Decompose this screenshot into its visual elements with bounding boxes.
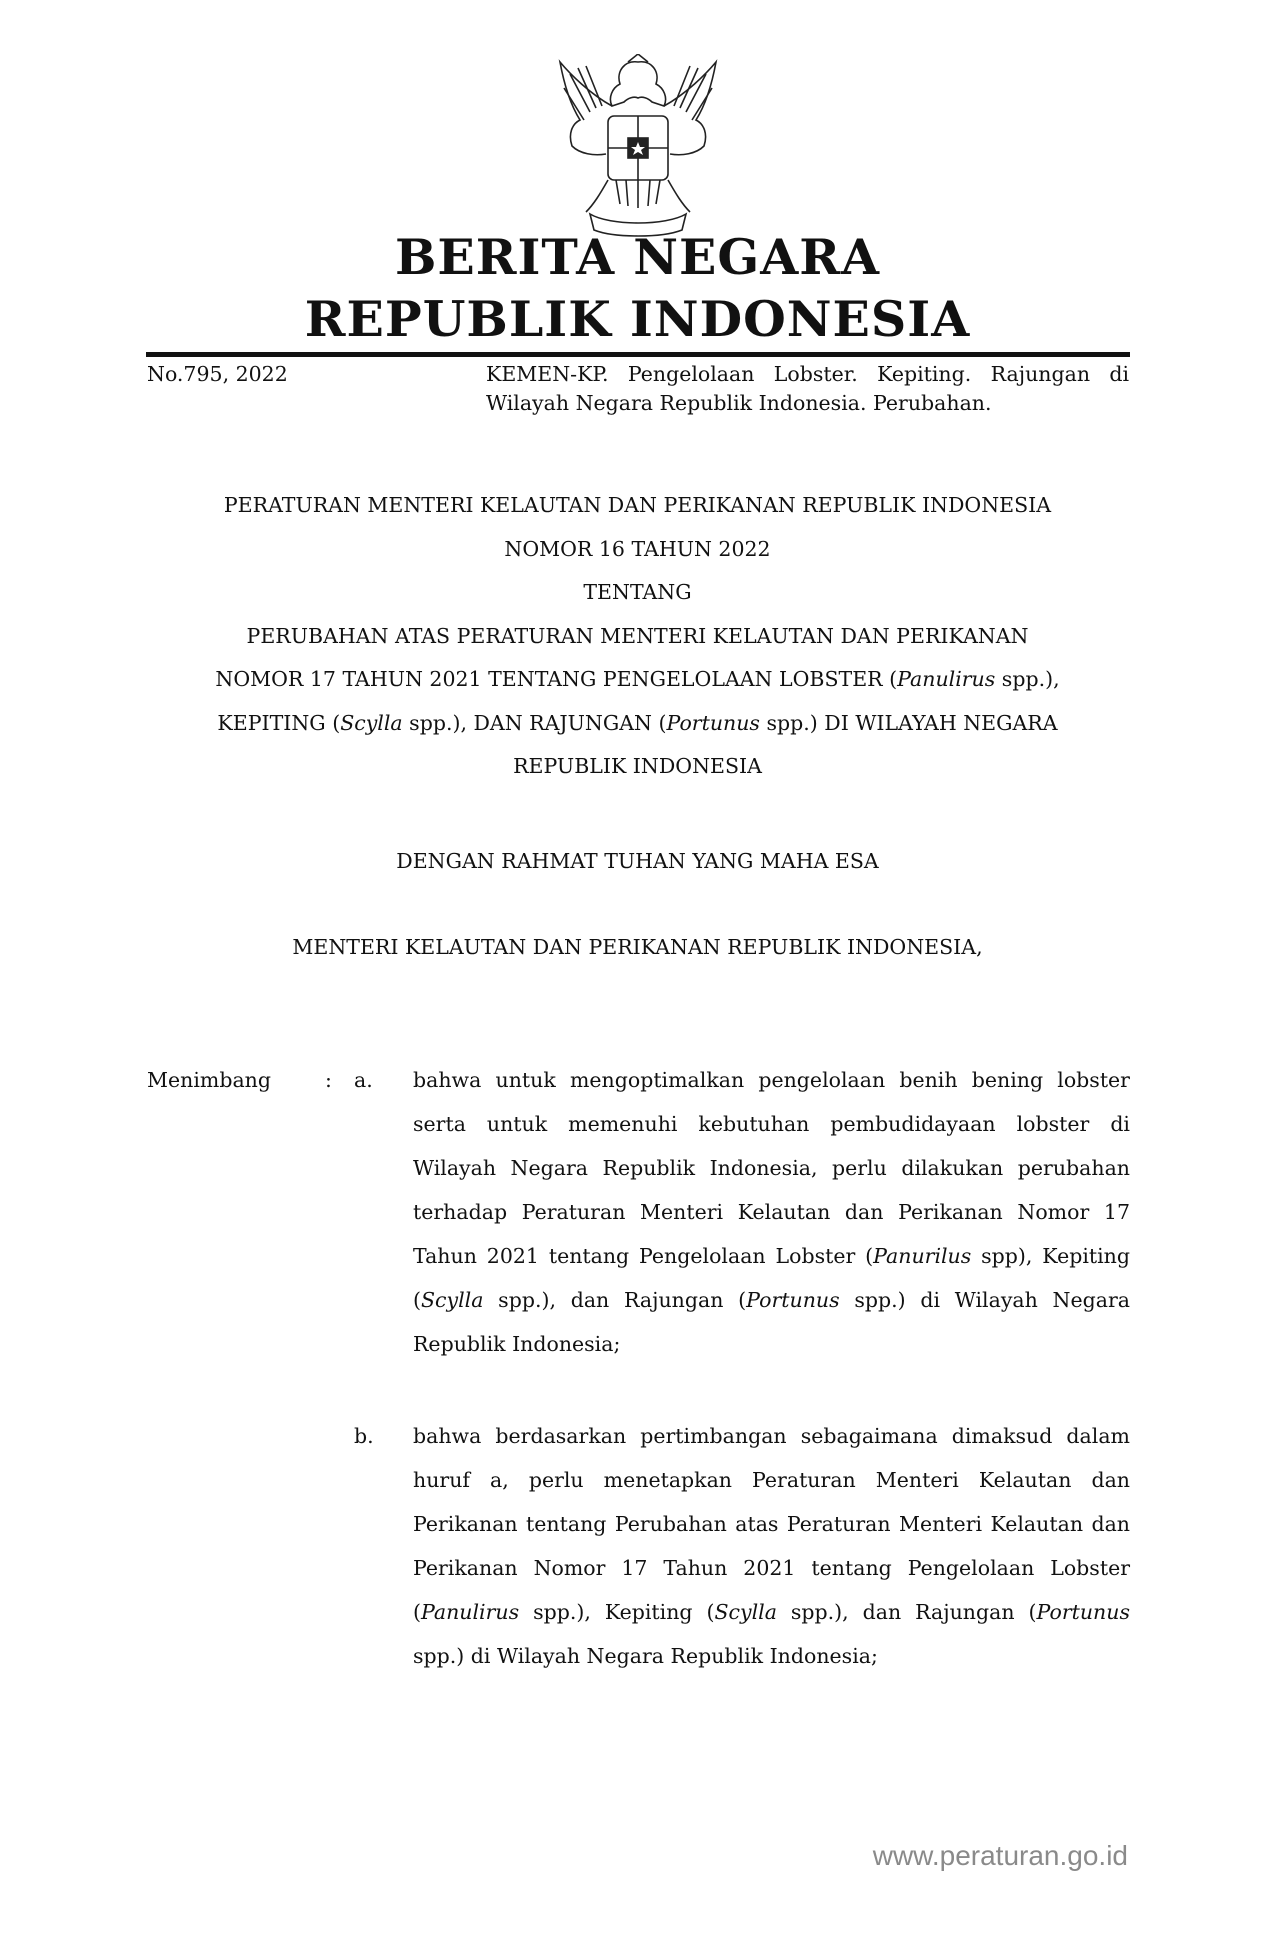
gazette-title-line1: BERITA NEGARA: [394, 228, 880, 286]
heading-line: NOMOR 16 TAHUN 2022: [504, 536, 771, 561]
invocation: DENGAN RAHMAT TUHAN YANG MAHA ESA: [396, 849, 879, 873]
consideration-b: [354, 1414, 1130, 1678]
menimbang-label: Menimbang: [147, 1068, 271, 1092]
consideration-a: [354, 1058, 1130, 1366]
heading-line: TENTANG: [583, 580, 692, 604]
gazette-summary: KEMEN-KP. Pengelolaan Lobster. Kepiting. Rajungan di Wilayah Negara Republik Indonesia. Perubahan.: [486, 362, 1129, 415]
heading-line: NOMOR 17 TAHUN 2021 TENTANG PENGELOLAAN LOBSTER (Panulirus spp.),: [215, 667, 1060, 691]
heading-line: PERATURAN MENTERI KELAUTAN DAN PERIKANAN REPUBLIK INDONESIA: [223, 493, 1052, 517]
garuda-emblem: [550, 54, 726, 244]
item-letter: a.: [354, 1068, 373, 1092]
gazette-number: No.795, 2022: [147, 362, 288, 386]
regulation-heading: [130, 484, 1145, 789]
header-divider: [146, 352, 1130, 357]
gazette-title-line2: REPUBLIK INDONESIA: [304, 290, 971, 348]
item-text: bahwa berdasarkan pertimbangan sebagaimana dimaksud dalam huruf a, perlu menetapkan Peraturan Menteri Kelautan dan Perikanan tentang Perubahan atas Peraturan Menteri Kelautan dan Perikanan Nomor 17 Tahun 2021 tentang Pengelolaan Lobster (Panulirus spp.), Kepiting (Scylla spp.), dan Rajungan (Portunus spp.) di Wilayah Negara Republik Indonesia;: [413, 1424, 1130, 1668]
menimbang-colon: :: [325, 1068, 332, 1092]
issuer: MENTERI KELAUTAN DAN PERIKANAN REPUBLIK INDONESIA,: [292, 935, 983, 959]
item-letter: b.: [354, 1424, 374, 1448]
footer-url: www.peraturan.go.id: [872, 1840, 1128, 1871]
heading-line: PERUBAHAN ATAS PERATURAN MENTERI KELAUTAN DAN PERIKANAN: [246, 623, 1029, 648]
item-text: bahwa untuk mengoptimalkan pengelolaan benih bening lobster serta untuk memenuhi kebutuhan pembudidayaan lobster di Wilayah Negara Republik Indonesia, perlu dilakukan perubahan terhadap Peraturan Menteri Kelautan dan Perikanan Nomor 17 Tahun 2021 tentang Pengelolaan Lobster (Panurilus spp), Kepiting (Scylla spp.), dan Rajungan (Portunus spp.) di Wilayah Negara Republik Indonesia;: [413, 1068, 1130, 1356]
heading-line: REPUBLIK INDONESIA: [513, 754, 762, 778]
heading-line: KEPITING (Scylla spp.), DAN RAJUNGAN (Portunus spp.) DI WILAYAH NEGARA: [217, 710, 1058, 735]
